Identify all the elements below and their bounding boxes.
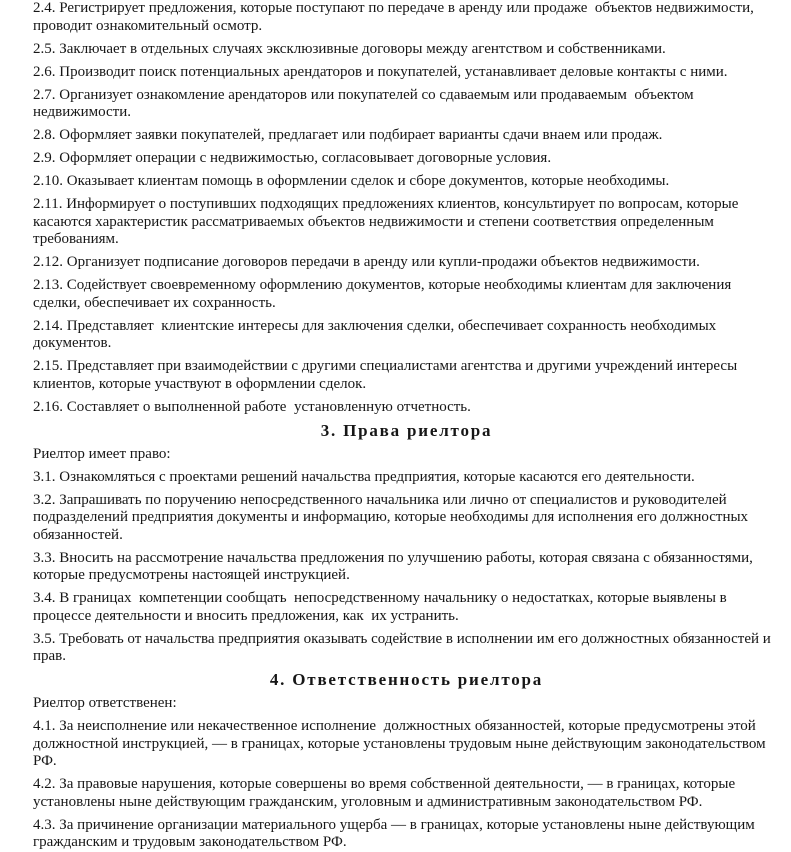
paragraph-3-5: 3.5. Требовать от начальства предприятия оказывать содействие в исполнении им его должностных обязанностей и прав. <box>33 630 775 664</box>
paragraph-2-5: 2.5. Заключает в отдельных случаях эксклюзивные договоры между агентством и собственниками. <box>33 40 666 57</box>
paragraph-2-16: 2.16. Составляет о выполненной работе установленную отчетность. <box>33 398 471 415</box>
paragraph-3-4: 3.4. В границах компетенции сообщать непосредственному начальнику о недостатках, которые выявлены в процессе деятельности и вносить предложения, как их устранить. <box>33 590 731 624</box>
paragraph-3-1: 3.1. Ознакомляться с проектами решений начальства предприятия, которые касаются его деятельности. <box>33 468 695 485</box>
section-rights-intro: Риелтор имеет право: <box>33 445 171 462</box>
paragraph-2-11: 2.11. Информирует о поступивших подходящих предложениях клиентов, консультирует по вопросам, которые касаются характеристик рассматриваемых объектов недвижимости и степени соответствия определенным требованиям. <box>33 196 743 247</box>
section-duties <box>33 0 780 416</box>
section-responsibility <box>33 671 780 852</box>
paragraph-3-3: 3.3. Вносить на рассмотрение начальства предложения по улучшению работы, которая связана с обязанностями, которые предусмотрены настоящей инструкцией. <box>33 549 757 583</box>
paragraph-2-9: 2.9. Оформляет операции с недвижимостью, согласовывает договорные условия. <box>33 150 552 166</box>
paragraph-2-6: 2.6. Производит поиск потенциальных арендаторов и покупателей, устанавливает деловые контакты с ними. <box>33 63 728 80</box>
paragraph-4-1: 4.1. За неисполнение или некачественное исполнение должностных обязанностей, которые предусмотрены этой должностной инструкцией, — в границах, которые установлены трудовым ныне действующим законодательством РФ. <box>33 718 770 769</box>
section-responsibility-intro: Риелтор ответственен: <box>33 695 177 711</box>
section-rights <box>33 422 780 666</box>
paragraph-4-3: 4.3. За причинение организации материального ущерба — в границах, которые установлены ныне действующим гражданским и трудовым законодательством РФ. <box>33 816 759 850</box>
paragraph-4-2: 4.2. За правовые нарушения, которые совершены во время собственной деятельности, — в границах, которые установлены ныне действующим гражданским, уголовным и административным законодательством РФ. <box>33 776 739 810</box>
paragraph-2-13: 2.13. Содействует своевременному оформлению документов, которые необходимы клиентам для заключения сделки, обеспечивает их сохранность. <box>33 277 736 311</box>
document-page <box>33 0 780 852</box>
paragraph-2-14: 2.14. Представляет клиентские интересы для заключения сделки, обеспечивает сохранность необходимых документов. <box>33 317 720 351</box>
paragraph-2-7: 2.7. Организует ознакомление арендаторов или покупателей со сдаваемым или продаваемым объектом недвижимости. <box>33 86 698 120</box>
paragraph-3-2: 3.2. Запрашивать по поручению непосредственного начальника или лично от специалистов и руководителей подразделений предприятия документы и информацию, которые необходимы для исполнения его должностных обязанностей. <box>33 491 752 543</box>
paragraph-2-8: 2.8. Оформляет заявки покупателей, предлагает или подбирает варианты сдачи внаем или продаж. <box>33 127 663 143</box>
paragraph-2-10: 2.10. Оказывает клиентам помощь в оформлении сделок и сборе документов, которые необходимы. <box>33 173 670 189</box>
section-rights-heading: 3. Права риелтора <box>320 420 493 440</box>
section-responsibility-heading: 4. Ответственность риелтора <box>269 670 544 689</box>
paragraph-2-15: 2.15. Представляет при взаимодействии с другими специалистами агентства и другими учреждений интересы клиентов, которые участвуют в оформлении сделок. <box>33 358 741 392</box>
paragraph-2-4: 2.4. Регистрирует предложения, которые поступают по передаче в аренду или продаже объектов недвижимости, проводит ознакомительный осмотр. <box>33 0 758 34</box>
paragraph-2-12: 2.12. Организует подписание договоров передачи в аренду или купли-продажи объектов недвижимости. <box>33 254 700 270</box>
